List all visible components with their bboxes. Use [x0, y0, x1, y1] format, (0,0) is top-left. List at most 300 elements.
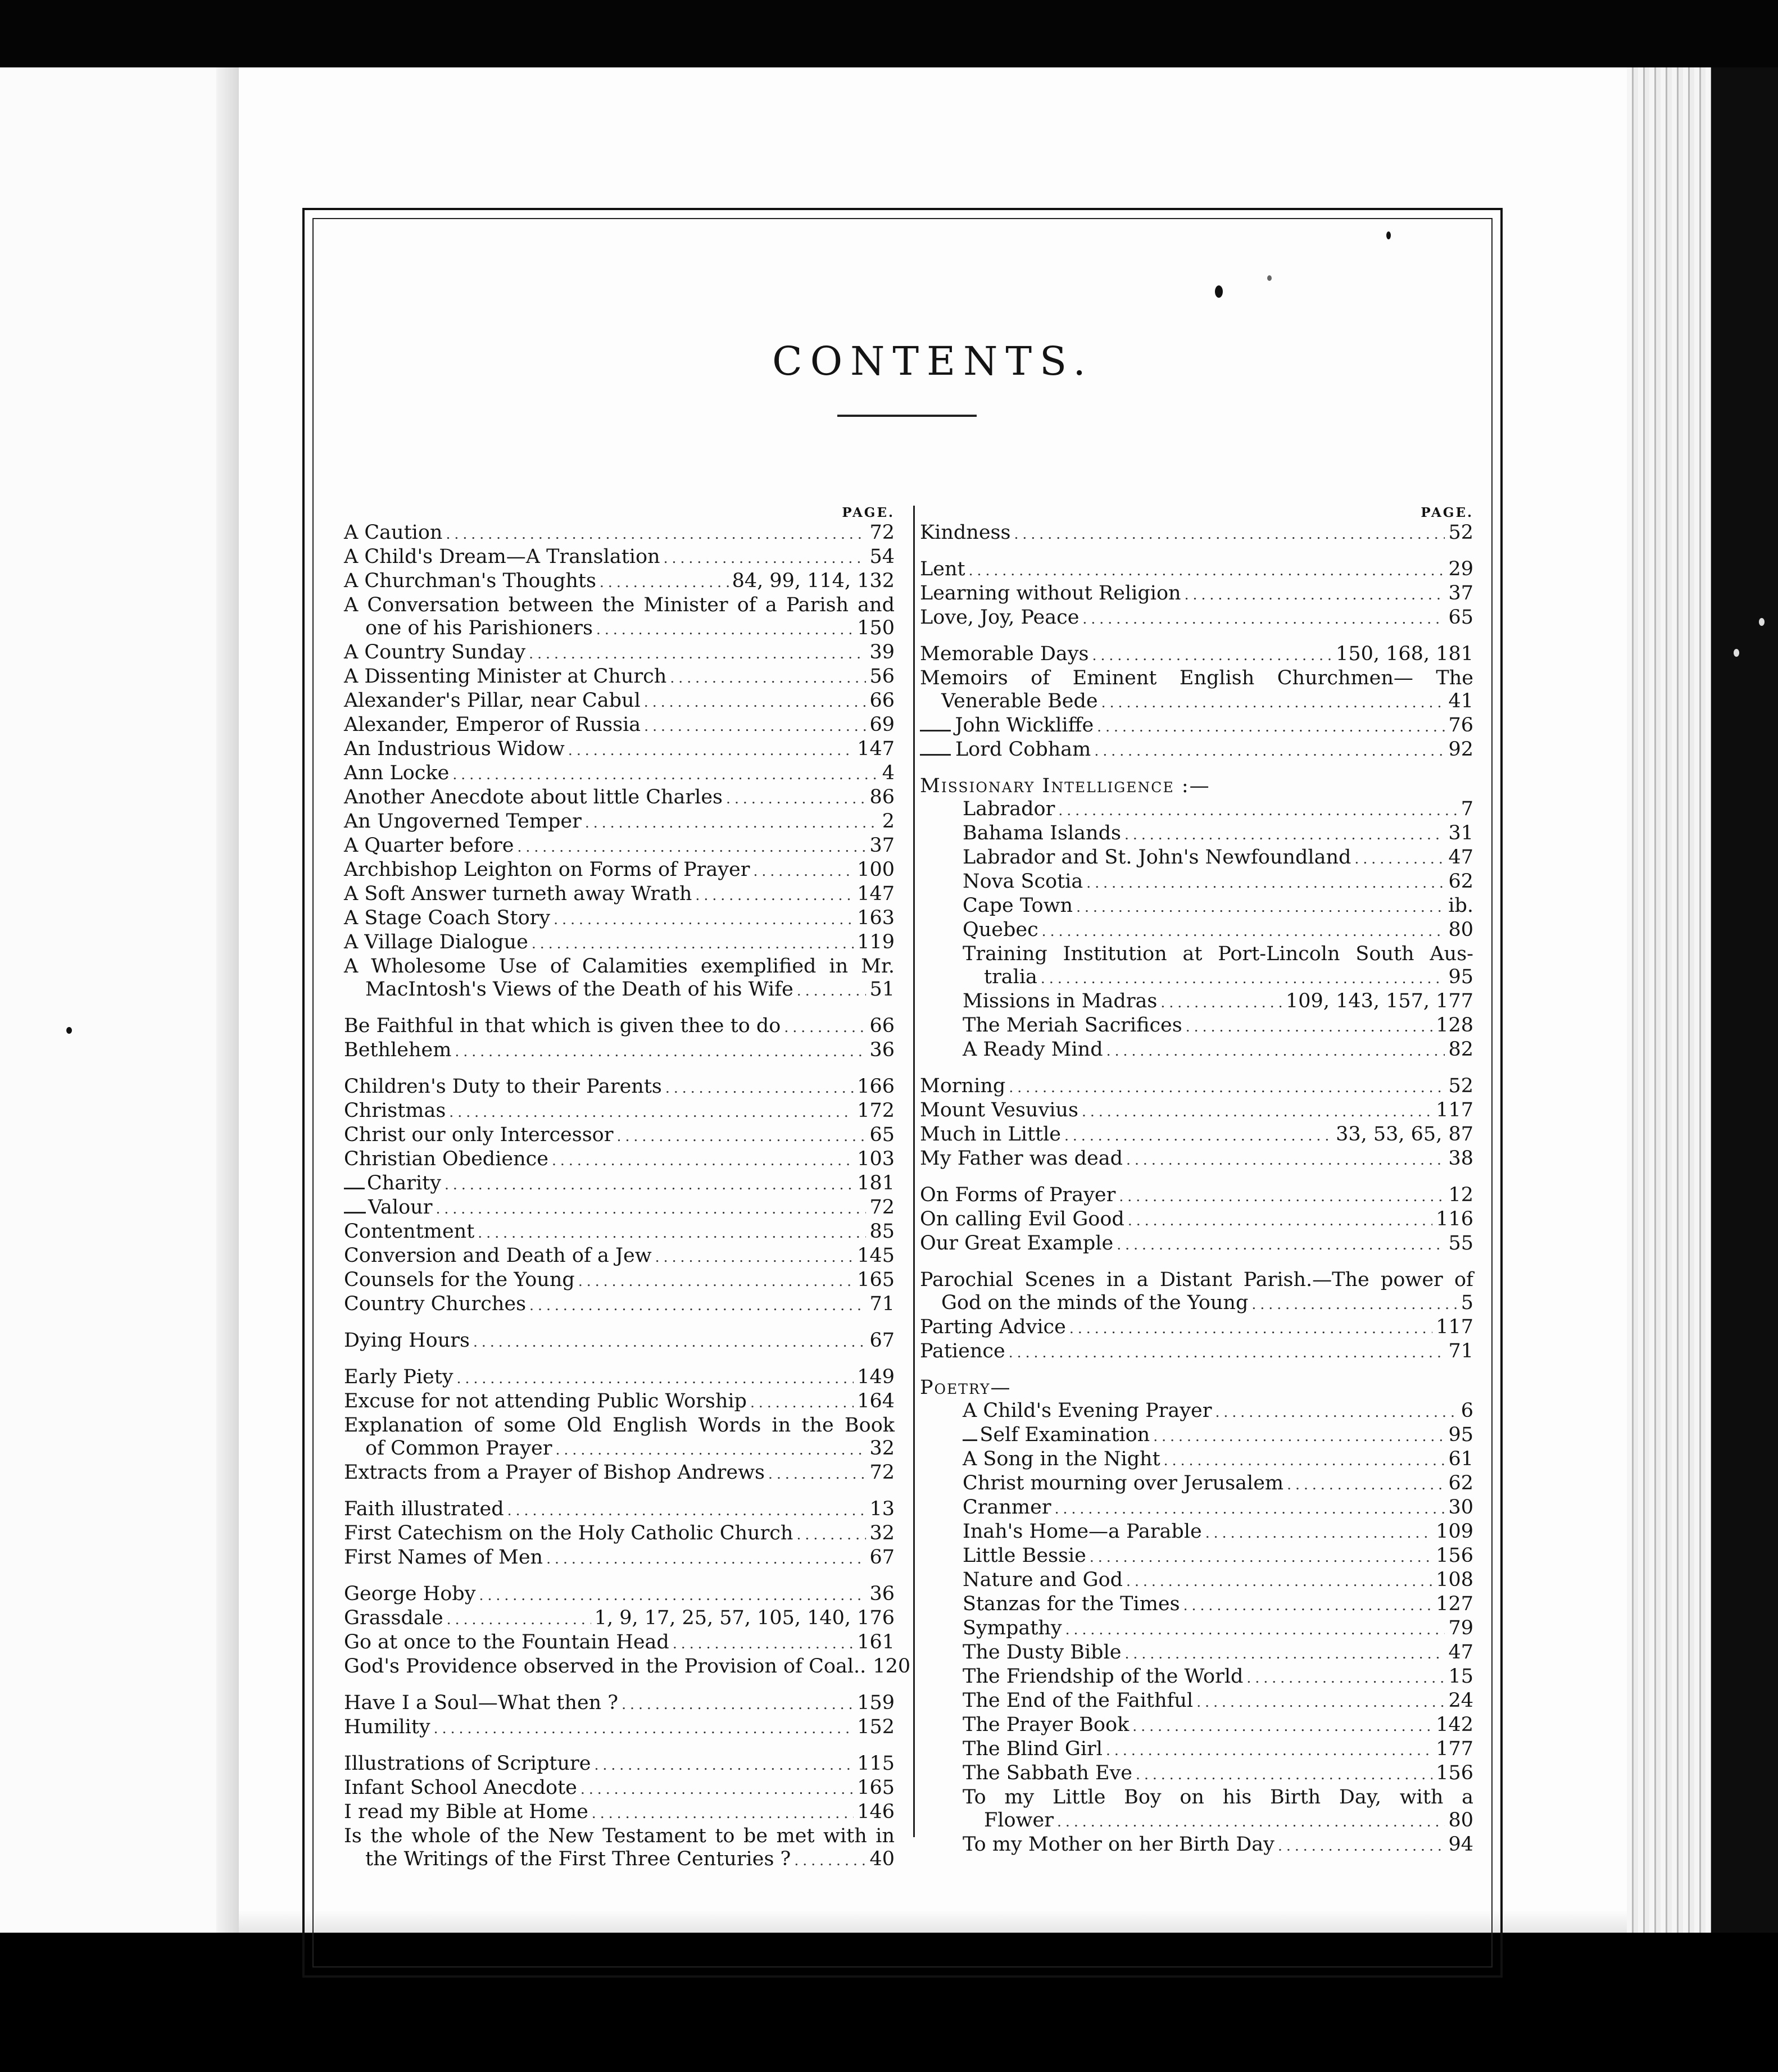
contents-entry-page: 12 [1448, 1184, 1473, 1206]
contents-entry-title: Extracts from a Prayer of Bishop Andrews [344, 1461, 765, 1484]
contents-entry-page: 150 [857, 617, 895, 639]
dot-leader [655, 1246, 854, 1269]
contents-entry [920, 1617, 1473, 1641]
dot-leader [532, 932, 854, 955]
contents-entry-title: A Child's Dream—A Translation [344, 546, 660, 568]
contents-entry [344, 570, 895, 594]
contents-entry-page: 56 [869, 665, 895, 688]
contents-entry [344, 1039, 895, 1063]
contents-entry-page: 164 [857, 1390, 895, 1412]
contents-entry [344, 665, 895, 689]
dot-leader [796, 1523, 866, 1546]
contents-entry-title: Go at once to the Fountain Head [344, 1631, 669, 1653]
contents-entry [920, 1520, 1473, 1544]
dot-leader [1117, 1233, 1445, 1256]
contents-entry-title: Grassdale [344, 1607, 443, 1629]
dot-leader [1014, 522, 1445, 546]
contents-entry-title: Memoirs of Eminent English Churchmen— The [920, 667, 1473, 689]
dot-leader [529, 1294, 866, 1317]
contents-entry-page: 103 [857, 1148, 895, 1170]
contents-entry [344, 1366, 895, 1390]
contents-entry-title: Christ mourning over Jerusalem [963, 1472, 1284, 1494]
contents-entry-page: 2 [882, 810, 895, 833]
page-column-header: PAGE. [842, 505, 895, 520]
contents-entry-title: The Sabbath Eve [963, 1762, 1133, 1784]
dot-leader [726, 787, 866, 810]
dot-leader [517, 835, 866, 858]
contents-entry-title: Flower [984, 1809, 1054, 1832]
contents-entry [344, 1293, 895, 1317]
contents-entry-page: 36 [869, 1039, 895, 1061]
entry-spacer [920, 630, 1473, 643]
contents-entry-title: Inah's Home—a Parable [963, 1520, 1202, 1543]
contents-entry-page: 95 [1448, 966, 1473, 988]
contents-entry-page: 149 [857, 1366, 895, 1388]
entry-spacer [344, 1002, 895, 1015]
contents-entry-page: 109 [1436, 1520, 1473, 1543]
dot-leader [664, 547, 867, 570]
contents-entry [920, 1014, 1473, 1038]
entry-spacer [344, 1740, 895, 1752]
dot-leader [1128, 1209, 1432, 1232]
contents-entry-page: 165 [857, 1776, 895, 1799]
contents-entry-page: 117 [1436, 1316, 1473, 1338]
ditto-dash [344, 1212, 366, 1214]
contents-entry-title: Ann Locke [344, 762, 450, 784]
entry-spacer [920, 762, 1473, 775]
entry-spacer [344, 1063, 895, 1075]
contents-entry [344, 1437, 895, 1461]
contents-entry-title: Love, Joy, Peace [920, 606, 1080, 629]
dot-leader [1101, 691, 1445, 714]
contents-entry [920, 1496, 1473, 1520]
contents-entry-title: Have I a Soul—What then ? [344, 1692, 619, 1714]
page-title: CONTENTS. [772, 338, 1094, 384]
contents-entry-page: 145 [857, 1244, 895, 1267]
contents-entry [344, 1220, 895, 1244]
contents-entry-page: 39 [869, 641, 895, 664]
contents-entry [920, 846, 1473, 870]
dot-leader [617, 1125, 867, 1148]
dot-leader [600, 571, 729, 594]
dot-leader [1196, 1691, 1445, 1714]
dot-leader [797, 979, 867, 1002]
contents-entry-title: Early Piety [344, 1366, 453, 1388]
contents-entry-page: 181 [857, 1172, 895, 1194]
contents-entry [344, 1461, 895, 1485]
contents-entry-title: Explanation of some Old English Words in the Book [344, 1414, 895, 1437]
contents-entry-title: I read my Bible at Home [344, 1801, 588, 1823]
dot-leader [1058, 799, 1457, 822]
dot-leader [596, 618, 854, 641]
contents-entry [920, 1689, 1473, 1714]
dot-leader [1136, 1763, 1432, 1786]
dot-leader [457, 1367, 854, 1390]
contents-entry-page: 66 [869, 1015, 895, 1037]
contents-entry-page: 128 [1436, 1014, 1473, 1037]
dot-leader [1092, 644, 1333, 667]
contents-entry-page: 86 [869, 786, 895, 808]
contents-entry-title: Stanzas for the Times [963, 1593, 1180, 1615]
contents-entry-title: A Song in the Night [963, 1448, 1160, 1470]
contents-entry-title: George Hoby [344, 1583, 476, 1605]
contents-entry-page: 67 [869, 1329, 895, 1352]
dot-leader [1160, 991, 1282, 1014]
contents-entry-page: 172 [857, 1099, 895, 1122]
dot-leader [449, 1101, 854, 1124]
contents-entry-page: 54 [869, 546, 895, 568]
contents-entry-page: 72 [869, 1196, 895, 1219]
contents-entry-title: A Conversation between the Minister of a Parish and [344, 594, 895, 616]
contents-entry-title: The End of the Faithful [963, 1689, 1194, 1712]
contents-entry [920, 1208, 1473, 1232]
dot-leader [555, 1438, 866, 1461]
contents-entry [920, 822, 1473, 846]
contents-entry-page: 147 [857, 883, 895, 905]
contents-entry [344, 1848, 895, 1872]
contents-entry-title: Quebec [963, 919, 1038, 941]
contents-entry-title: A Caution [344, 521, 443, 544]
contents-entry [920, 738, 1473, 762]
contents-entry-page: 100 [857, 858, 895, 881]
contents-entry-title: A Stage Coach Story [344, 907, 551, 929]
contents-entry-page: 146 [857, 1801, 895, 1823]
contents-entry-title: Humility [344, 1716, 430, 1738]
dot-leader [473, 1330, 867, 1353]
contents-entry-page: 84, 99, 114, 132 [732, 570, 895, 592]
contents-entry [344, 978, 895, 1002]
contents-entry-title: Lent [920, 558, 965, 580]
contents-entry-title: Alexander's Pillar, near Cabul [344, 689, 641, 712]
ink-speck [1215, 285, 1223, 298]
contents-entry-title: Sympathy [963, 1617, 1062, 1639]
contents-entry-title: Bethlehem [344, 1039, 452, 1061]
contents-entry-page: 163 [857, 907, 895, 929]
dot-leader [594, 1753, 854, 1776]
contents-entry [920, 1641, 1473, 1665]
contents-entry-page: 156 [1436, 1762, 1473, 1784]
contents-entry-title: Dying Hours [344, 1329, 470, 1352]
left-facing-page [0, 67, 241, 1933]
dot-leader [554, 908, 854, 931]
contents-entry-page: 69 [869, 714, 895, 736]
contents-entry-title: Is the whole of the New Testament to be met with in [344, 1825, 895, 1847]
dot-leader [1082, 1100, 1432, 1123]
contents-entry [920, 990, 1473, 1014]
contents-entry-page: 115 [857, 1752, 895, 1775]
contents-entry-title: Training Institution at Port-Lincoln South Aus- [963, 943, 1473, 965]
contents-entry [344, 858, 895, 883]
contents-entry [920, 1544, 1473, 1569]
contents-entry [920, 1809, 1473, 1833]
dot-leader [1086, 871, 1445, 894]
contents-entry [344, 1329, 895, 1353]
contents-entry-title: Conversion and Death of a Jew [344, 1244, 652, 1267]
dot-leader [1354, 847, 1445, 870]
contents-entry-title: John Wickliffe [955, 714, 1094, 737]
contents-entry-page: 95 [1448, 1424, 1473, 1446]
contents-entry [920, 606, 1473, 630]
dot-leader [969, 559, 1445, 582]
dot-leader [1106, 1039, 1445, 1062]
contents-entry-page: 51 [869, 978, 895, 1001]
ink-speck [1734, 649, 1739, 657]
contents-entry [920, 582, 1473, 606]
contents-entry-page: 33, 53, 65, 87 [1336, 1123, 1473, 1146]
ink-speck [1759, 618, 1765, 626]
dot-leader [1124, 1642, 1445, 1665]
contents-entry-page: 72 [869, 1461, 895, 1484]
contents-entry [344, 521, 895, 546]
contents-entry-title: An Ungoverned Temper [344, 810, 582, 833]
contents-entry-page: 150, 168, 181 [1336, 643, 1473, 665]
contents-entry [344, 1692, 895, 1716]
contents-entry-title: Faith illustrated [344, 1498, 504, 1520]
dot-leader [1009, 1341, 1445, 1364]
contents-entry-title: Lord Cobham [955, 738, 1091, 761]
dot-leader [1186, 1015, 1432, 1038]
contents-entry [920, 1714, 1473, 1738]
contents-entry-page: 36 [869, 1583, 895, 1605]
contents-entry [920, 894, 1473, 919]
contents-entry-title: Missions in Madras [963, 990, 1158, 1012]
contents-entry [920, 1099, 1473, 1123]
contents-entry-title: MacIntosh's Views of the Death of his Wife [365, 978, 793, 1001]
contents-entry-page: 147 [857, 738, 895, 760]
contents-entry [344, 810, 895, 834]
contents-entry [344, 1124, 895, 1148]
ink-speck [66, 1027, 72, 1034]
contents-entry-page: 108 [1436, 1569, 1473, 1591]
contents-entry-title: Mount Vesuvius [920, 1099, 1078, 1121]
contents-entry-title: Contentment [344, 1220, 475, 1243]
dot-leader [1009, 1076, 1445, 1099]
entry-spacer [344, 1317, 895, 1329]
dot-leader [1057, 1810, 1445, 1833]
contents-entry-page: 7 [1460, 798, 1473, 820]
dot-leader [546, 1547, 866, 1570]
dot-leader [1185, 583, 1445, 606]
dot-leader [1090, 1546, 1432, 1569]
contents-entry-title: Excuse for not attending Public Worship [344, 1390, 747, 1412]
ditto-dash [963, 1439, 977, 1441]
contents-entry [920, 1147, 1473, 1171]
dot-leader [1205, 1521, 1432, 1544]
contents-entry [920, 714, 1473, 738]
contents-entry-page: 152 [857, 1716, 895, 1738]
contents-entry-page: 166 [857, 1075, 895, 1098]
contents-entry [920, 1424, 1473, 1448]
entry-spacer [344, 1485, 895, 1498]
contents-entry-title: The Blind Girl [963, 1738, 1103, 1760]
contents-entry-title: The Dusty Bible [963, 1641, 1122, 1664]
contents-entry-page: 116 [1436, 1208, 1473, 1230]
contents-entry-page: 119 [857, 931, 895, 953]
contents-entry-page: 67 [869, 1546, 895, 1569]
contents-entry-title: Parting Advice [920, 1316, 1066, 1338]
contents-entry-page: 79 [1448, 1617, 1473, 1639]
dot-leader [552, 1149, 854, 1172]
contents-entry [344, 834, 895, 858]
contents-entry [344, 1390, 895, 1414]
entry-spacer [344, 1679, 895, 1692]
ink-speck [1386, 231, 1391, 239]
contents-entry [344, 641, 895, 665]
contents-entry [344, 1196, 895, 1220]
contents-entry [920, 1833, 1473, 1857]
contents-entry [920, 1762, 1473, 1786]
dot-leader [1124, 823, 1445, 846]
entry-spacer [920, 546, 1473, 558]
dot-leader [568, 739, 854, 762]
contents-entry [920, 1075, 1473, 1099]
contents-entry [344, 931, 895, 955]
dot-leader [1069, 1317, 1432, 1340]
contents-entry-page: 1, 9, 17, 25, 57, 105, 140, 176 [594, 1607, 895, 1629]
contents-entry-title: Charity [367, 1172, 441, 1194]
contents-entry-title: one of his Parishioners [365, 617, 593, 639]
contents-entry-page: 156 [1436, 1544, 1473, 1567]
contents-entry [920, 1340, 1473, 1364]
contents-entry-page: 31 [1448, 822, 1473, 844]
contents-entry [344, 1752, 895, 1776]
contents-entry [344, 907, 895, 931]
contents-entry [344, 1172, 895, 1196]
contents-entry-title: Another Anecdote about little Charles [344, 786, 723, 808]
ditto-dash [920, 730, 951, 731]
dot-leader [578, 1270, 854, 1293]
page-gutter [216, 67, 239, 1933]
contents-entry-title: A Quarter before [344, 834, 514, 857]
dot-leader [1082, 607, 1445, 630]
contents-entry-title: A Village Dialogue [344, 931, 528, 953]
dot-leader [444, 1173, 854, 1196]
dot-leader [455, 1040, 866, 1063]
contents-entry [344, 1655, 911, 1679]
dot-leader [794, 1849, 866, 1872]
contents-entry-page: 62 [1448, 1472, 1473, 1494]
contents-entry [344, 1546, 895, 1570]
dot-leader [1065, 1618, 1445, 1641]
contents-entry [344, 617, 895, 641]
contents-entry [920, 1448, 1473, 1472]
contents-entry-title: Labrador [963, 798, 1055, 820]
dot-leader [1094, 739, 1445, 762]
contents-entry-page: 117 [1436, 1099, 1473, 1121]
contents-entry-title: Kindness [920, 521, 1011, 544]
contents-entry-title: Our Great Example [920, 1232, 1114, 1255]
contents-entry [920, 1472, 1473, 1496]
contents-entry-page: 29 [1448, 558, 1473, 580]
contents-right-column [920, 505, 1473, 1857]
page-edges [1627, 67, 1711, 1933]
contents-entry-title: Valour [368, 1196, 433, 1219]
contents-entry [344, 1801, 895, 1825]
contents-entry-page: 40 [869, 1848, 895, 1870]
dot-leader [447, 1608, 591, 1631]
contents-entry-page: 76 [1448, 714, 1473, 737]
contents-entry-title: A Child's Evening Prayer [963, 1399, 1212, 1422]
contents-entry-page: 24 [1448, 1689, 1473, 1712]
contents-entry-title: On Forms of Prayer [920, 1184, 1116, 1206]
contents-entry-page: 61 [1448, 1448, 1473, 1470]
contents-entry-page: 82 [1448, 1038, 1473, 1061]
contents-entry-page: 127 [1436, 1593, 1473, 1615]
contents-entry-title: To my Mother on her Birth Day [963, 1833, 1274, 1856]
contents-entry-title: Country Churches [344, 1293, 527, 1315]
contents-entry-page: 120 [873, 1655, 911, 1678]
contents-entry [920, 1038, 1473, 1062]
contents-entry-page: 32 [869, 1437, 895, 1460]
entry-spacer [344, 1353, 895, 1366]
contents-entry [344, 1075, 895, 1099]
contents-entry-page: 92 [1448, 738, 1473, 761]
contents-entry [344, 1776, 895, 1801]
dot-leader [695, 884, 854, 907]
dot-leader [592, 1802, 854, 1825]
contents-entry [920, 870, 1473, 894]
dot-leader [768, 1462, 866, 1485]
dot-leader [1126, 1148, 1445, 1171]
contents-entry-title: An Industrious Widow [344, 738, 565, 760]
contents-entry-page: 65 [1448, 606, 1473, 629]
contents-entry-page: 13 [869, 1498, 895, 1520]
dot-leader [1287, 1473, 1445, 1496]
contents-entry-title: Infant School Anecdote [344, 1776, 577, 1799]
contents-entry [344, 1244, 895, 1269]
dot-leader [665, 1076, 854, 1099]
contents-entry-page: ib. [1448, 894, 1473, 917]
contents-entry-title: A Soft Answer turneth away Wrath [344, 883, 692, 905]
contents-entry-page: 71 [869, 1293, 895, 1315]
contents-entry-title: God on the minds of the Young [941, 1292, 1249, 1314]
dot-leader [434, 1717, 854, 1740]
contents-entry-title: Archbishop Leighton on Forms of Prayer [344, 858, 750, 881]
entry-spacer [920, 1364, 1473, 1376]
contents-entry-page: 66 [869, 689, 895, 712]
contents-entry-title: Bahama Islands [963, 822, 1121, 844]
dot-leader [1153, 1425, 1445, 1448]
column-divider [913, 506, 915, 1837]
dot-leader [1119, 1185, 1445, 1208]
contents-entry-page: 80 [1448, 1809, 1473, 1832]
contents-entry [920, 690, 1473, 714]
contents-entry [344, 1148, 895, 1172]
contents-entry-page: 65 [869, 1124, 895, 1146]
contents-entry-title: The Meriah Sacrifices [963, 1014, 1182, 1037]
contents-entry-page: 165 [857, 1269, 895, 1291]
contents-entry-title: Alexander, Emperor of Russia [344, 714, 641, 736]
ditto-dash [920, 754, 951, 756]
page-column-header: PAGE. [1421, 505, 1473, 520]
contents-entry [344, 1522, 895, 1546]
dot-leader [529, 642, 866, 665]
dot-leader [1126, 1570, 1432, 1593]
contents-entry-page: 85 [869, 1220, 895, 1243]
contents-entry-title: Nature and God [963, 1569, 1123, 1591]
dot-leader [1106, 1739, 1432, 1762]
contents-entry-title: Be Faithful in that which is given thee to do [344, 1015, 781, 1037]
contents-page [239, 67, 1627, 1933]
contents-entry-title: A Country Sunday [344, 641, 526, 664]
contents-entry [344, 1099, 895, 1124]
contents-entry [920, 1232, 1473, 1256]
contents-entry-page: 52 [1448, 521, 1473, 544]
contents-entry-page: 4 [882, 762, 895, 784]
dot-leader [479, 1584, 867, 1607]
dot-leader [1215, 1401, 1457, 1424]
dot-leader [585, 811, 879, 834]
